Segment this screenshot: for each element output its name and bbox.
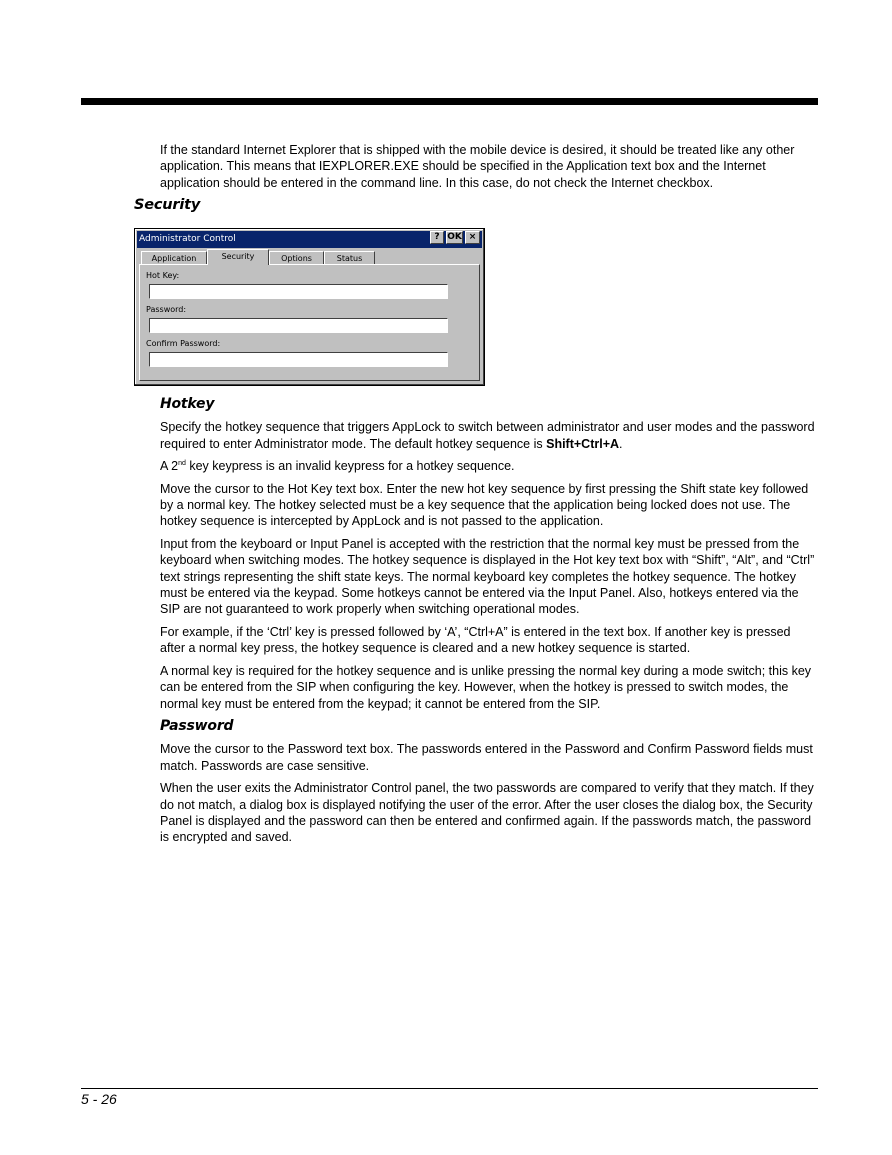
hotkey-p1-text: Specify the hotkey sequence that triggers AppLock to switch between administrator and user modes and the password required to enter Administrator mode. The default hotkey sequence is	[160, 420, 815, 451]
hotkey-paragraph-6: A normal key is required for the hotkey sequence and is unlike pressing the normal key during a mode switch; this key can be entered from the SIP when configuring the key. However, when the hotkey is pressed to switch modes, the normal key must be entered from the keypad; it cannot be entered from the SIP.	[160, 663, 812, 711]
password-paragraph-1: Move the cursor to the Password text box. The passwords entered in the Password and Confirm Password fields must match. Passwords are case sensitive.	[160, 742, 813, 773]
password-heading: Password	[160, 717, 234, 734]
administrator-control-dialog	[134, 228, 485, 386]
hotkey-heading: Hotkey	[160, 396, 215, 412]
hotkey-paragraph-2	[160, 458, 818, 474]
confirm-password-label: Confirm Password:	[146, 339, 221, 348]
header-rule	[81, 98, 818, 105]
hotkey-paragraph-5: For example, if the ‘Ctrl’ key is pressed followed by ‘A’, “Ctrl+A” is entered in the text box. If another key is pressed after a normal key press, the hotkey sequence is cleared and a new hotkey sequence is started.	[160, 624, 791, 656]
dialog-title: Administrator Control	[139, 234, 236, 244]
page-number: 5 - 26	[81, 1091, 117, 1107]
hotkey-paragraph-3: Move the cursor to the Hot Key text box. Enter the new hot key sequence by first pressing the Shift state key followed by a normal key. The hotkey selected must be a key sequence that the application being locked does not use. The hotkey sequence is intercepted by AppLock and is not passed to the application.	[160, 481, 809, 529]
intro-text: If the standard Internet Explorer that is shipped with the mobile device is desired, it should be treated like any other application. This means that IEXPLORER.EXE should be specified in the Application text box and the Internet application should be entered in the command line. In this case, do not check the Internet checkbox.	[160, 143, 795, 190]
hotkey-section	[160, 396, 818, 852]
confirm-password-input[interactable]	[149, 352, 448, 367]
password-input[interactable]	[149, 318, 448, 333]
ordinal-superscript: nd	[178, 460, 186, 468]
intro-paragraph	[160, 142, 818, 191]
security-heading: Security	[134, 197, 201, 213]
help-button[interactable]: ?	[430, 231, 444, 244]
security-panel	[139, 264, 480, 381]
hotkey-p2-rest: key keypress is an invalid keypress for a hotkey sequence.	[185, 459, 515, 474]
password-label: Password:	[146, 305, 187, 314]
tab-security[interactable]: Security	[207, 249, 269, 265]
hotkey-paragraph-4: Input from the keyboard or Input Panel is accepted with the restriction that the normal key must be pressed from the keyboard when switching modes. The hotkey sequence is displayed in the Hot key text box with “Shift”, “Alt”, and “Ctrl” text strings representing the shift state keys. The normal keyboard key completes the hotkey sequence. The hotkey must be entered via the keypad. Some hotkeys cannot be entered via the Input Panel. Also, hotkeys entered via the SIP are not guaranteed to work properly when switching operational modes.	[160, 536, 815, 617]
tab-application[interactable]: Application	[141, 251, 207, 265]
tab-options[interactable]: Options	[269, 251, 324, 265]
hotkey-p1-end: .	[619, 436, 623, 451]
footer-rule	[81, 1088, 818, 1089]
hotkey-p2-text: A 2	[160, 459, 179, 474]
hotkey-paragraph-1	[160, 419, 818, 452]
default-hotkey: Shift+Ctrl+A	[546, 436, 620, 451]
close-button[interactable]: ×	[465, 231, 480, 244]
hot-key-label: Hot Key:	[146, 271, 180, 280]
tab-status[interactable]: Status	[324, 251, 375, 265]
password-paragraph-2: When the user exits the Administrator Control panel, the two passwords are compared to verify that they match. If they do not match, a dialog box is displayed notifying the user of the error. After the user closes the dialog box, the Security Panel is displayed and the password can then be entered and confirmed again. If the passwords match, the password is encrypted and saved.	[160, 781, 814, 845]
ok-button[interactable]: OK	[447, 232, 462, 242]
hot-key-input[interactable]	[149, 284, 448, 299]
